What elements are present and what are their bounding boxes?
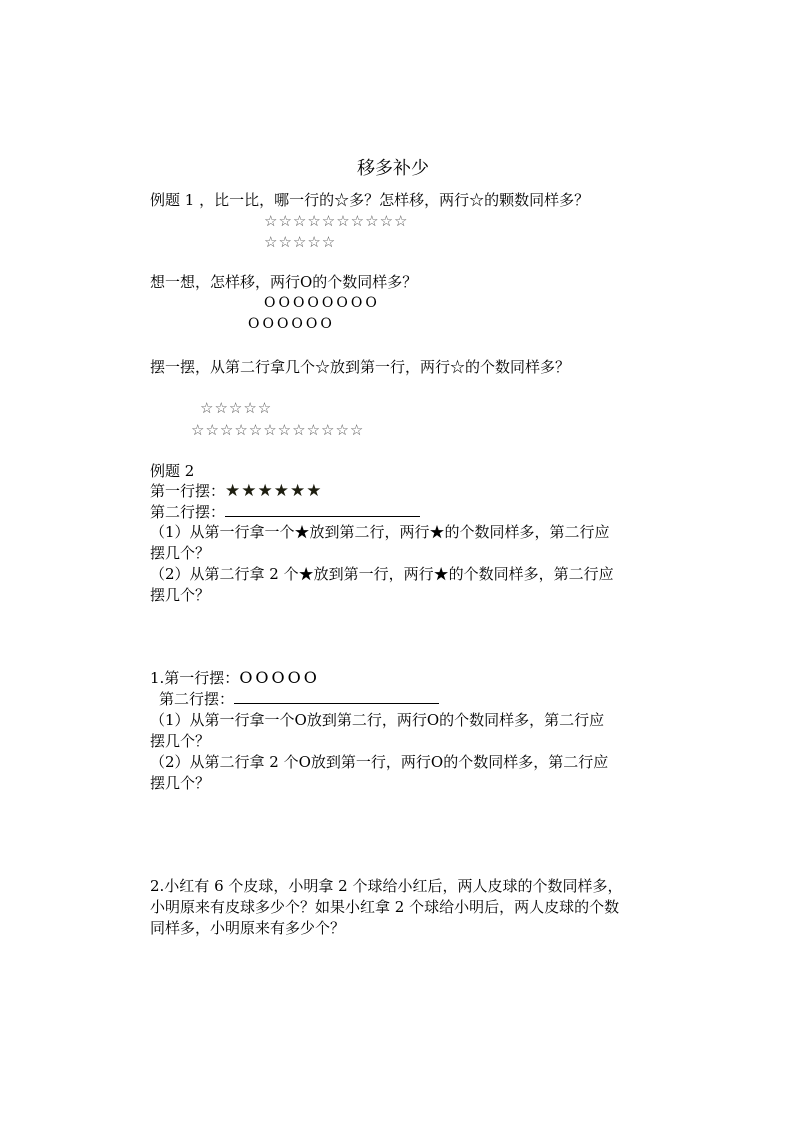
example2-q1-line1: （1）从第一行拿一个★放到第二行，两行★的个数同样多，第二行应 — [150, 523, 610, 541]
problem1-q2-line2: 摆几个？ — [150, 774, 211, 792]
example1-stars-row1: ☆☆☆☆☆☆☆☆☆☆ — [264, 212, 409, 230]
problem1-row1 — [150, 668, 320, 688]
example2-q1-line2: 摆几个？ — [150, 544, 211, 562]
problem1-q2-line1: （2）从第二行拿 2 个O放到第一行，两行O的个数同样多，第二行应 — [150, 753, 609, 771]
think-circles-row2: OOOOOO — [248, 316, 335, 332]
think-circles-row1: OOOOOOOO — [264, 295, 380, 311]
problem1-row2-blank — [234, 689, 439, 704]
example2-q2-line2: 摆几个？ — [150, 586, 211, 604]
think-prompt: 想一想，怎样移，两行O的个数同样多？ — [150, 273, 418, 291]
example2-heading: 例题 2 — [150, 462, 195, 480]
problem1-q1-line2: 摆几个？ — [150, 732, 211, 750]
problem1-q1-line1: （1）从第一行拿一个O放到第二行，两行O的个数同样多，第二行应 — [150, 711, 605, 729]
arrange-stars-row1: ☆☆☆☆☆ — [200, 399, 273, 417]
example2-row1 — [150, 481, 322, 501]
problem2-line3: 同样多，小明原来有多少个？ — [150, 919, 346, 937]
example1-prompt: 例题 1 ，比一比，哪一行的☆多？怎样移，两行☆的颗数同样多？ — [150, 191, 590, 209]
problem1-row1-label: 1.第一行摆： — [150, 669, 240, 687]
example2-row1-stars: ★★★★★★ — [225, 481, 323, 501]
example2-q2-line1: （2）从第二行拿 2 个★放到第一行，两行★的个数同样多，第二行应 — [150, 565, 614, 583]
example2-row2-label: 第二行摆： — [150, 503, 226, 521]
problem2-line1: 2.小红有 6 个皮球，小明拿 2 个球给小红后，两人皮球的个数同样多， — [150, 877, 623, 895]
example2-row1-label: 第一行摆： — [150, 482, 226, 500]
arrange-prompt: 摆一摆，从第二行拿几个☆放到第一行，两行☆的个数同样多？ — [150, 358, 571, 376]
arrange-stars-row2: ☆☆☆☆☆☆☆☆☆☆☆☆ — [191, 421, 365, 439]
example1-stars-row2: ☆☆☆☆☆ — [264, 233, 337, 251]
example2-row2-blank — [225, 502, 420, 517]
problem2-line2: 小明原来有皮球多少个？如果小红拿 2 个球给小明后，两人皮球的个数 — [150, 898, 620, 916]
problem1-row1-circles: OOOOO — [239, 668, 320, 687]
problem1-row2 — [159, 689, 439, 709]
problem1-row2-label: 第二行摆： — [159, 690, 235, 708]
example2-row2 — [150, 502, 420, 522]
page-title: 移多补少 — [357, 158, 429, 179]
